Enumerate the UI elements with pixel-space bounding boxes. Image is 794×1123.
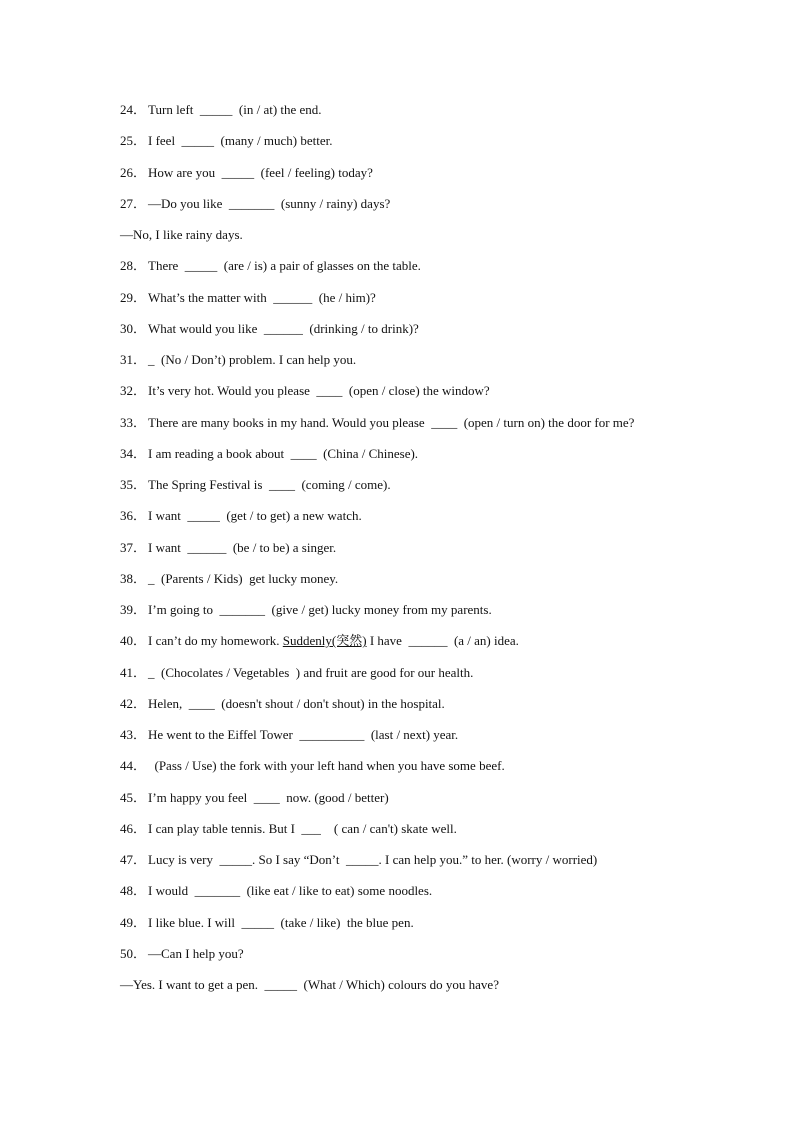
exercise-line bbox=[120, 507, 760, 524]
question-text: (Pass / Use) the fork with your left hand when you have some beef. bbox=[148, 758, 505, 774]
exercise-line bbox=[120, 132, 760, 149]
question-text: Helen, ____ (doesn't shout / don't shout) in the hospital. bbox=[148, 695, 445, 711]
question-number: 35． bbox=[120, 477, 147, 492]
question-number: 25． bbox=[120, 133, 147, 149]
question-number: 49． bbox=[120, 914, 147, 930]
exercise-line bbox=[120, 976, 760, 993]
question-number: 46． bbox=[120, 820, 147, 836]
question-text: —Yes. I want to get a pen. _____ (What / Which) colours do you have? bbox=[120, 977, 499, 992]
question-number: 31． bbox=[120, 352, 147, 367]
exercise-line bbox=[120, 632, 760, 649]
question-text: I want ______ (be / to be) a singer. bbox=[148, 539, 337, 555]
exercise-line bbox=[120, 601, 760, 618]
exercise-line bbox=[120, 101, 760, 118]
question-number: 30． bbox=[120, 320, 147, 336]
question-text-start: I can’t do my homework. bbox=[148, 633, 283, 649]
exercise-line bbox=[120, 289, 760, 306]
exercise-line bbox=[120, 882, 760, 899]
exercise-line bbox=[120, 351, 760, 368]
exercise-line bbox=[120, 226, 760, 243]
question-text: I would _______ (like eat / like to eat) some noodles. bbox=[148, 883, 433, 899]
question-number: 27． bbox=[120, 195, 147, 211]
question-number: 38． bbox=[120, 570, 147, 586]
exercise-line bbox=[120, 914, 760, 931]
exercise-line bbox=[120, 476, 760, 493]
underlined-word: Suddenly(突然) bbox=[282, 633, 367, 649]
exercise-line bbox=[120, 664, 760, 681]
question-text: —Do you like _______ (sunny / rainy) days? bbox=[148, 195, 391, 211]
question-text: _ (No / Don’t) problem. I can help you. bbox=[148, 352, 357, 367]
question-number: 36． bbox=[120, 508, 147, 524]
question-text: The Spring Festival is ____ (coming / come). bbox=[148, 477, 391, 492]
question-text: I have ______ (a / an) idea. bbox=[366, 633, 519, 649]
exercise-list bbox=[120, 101, 760, 1007]
question-number: 45． bbox=[120, 789, 147, 805]
question-text: There _____ (are / is) a pair of glasses on the table. bbox=[148, 258, 421, 274]
question-text: I feel _____ (many / much) better. bbox=[148, 133, 333, 149]
exercise-line bbox=[120, 445, 760, 462]
exercise-line bbox=[120, 789, 760, 806]
question-number: 24． bbox=[120, 102, 147, 117]
question-number: 28． bbox=[120, 258, 147, 274]
question-number: 44． bbox=[120, 758, 147, 774]
question-text: I can play table tennis. But I ___ ( can / can't) skate well. bbox=[148, 820, 457, 836]
question-text: I want _____ (get / to get) a new watch. bbox=[148, 508, 362, 524]
exercise-line bbox=[120, 320, 760, 337]
question-text: What’s the matter with ______ (he / him)? bbox=[148, 289, 376, 305]
question-text: —No, I like rainy days. bbox=[120, 227, 243, 242]
question-text: I like blue. I will _____ (take / like) the blue pen. bbox=[148, 914, 414, 930]
exercise-line bbox=[120, 757, 760, 774]
question-number: 48． bbox=[120, 883, 147, 899]
exercise-line bbox=[120, 570, 760, 587]
question-text: Turn left _____ (in / at) the end. bbox=[148, 102, 322, 117]
exercise-line bbox=[120, 382, 760, 399]
exercise-line bbox=[120, 945, 760, 962]
question-text: I am reading a book about ____ (China / Chinese). bbox=[148, 445, 419, 461]
question-number: 26． bbox=[120, 164, 147, 180]
question-text: It’s very hot. Would you please ____ (open / close) the window? bbox=[148, 383, 490, 399]
exercise-line bbox=[120, 164, 760, 181]
exercise-line bbox=[120, 820, 760, 837]
question-number: 40． bbox=[120, 633, 147, 649]
question-text: He went to the Eiffel Tower __________ (last / next) year. bbox=[148, 727, 459, 742]
exercise-line bbox=[120, 414, 760, 431]
question-number: 32． bbox=[120, 383, 147, 399]
question-text: I’m going to _______ (give / get) lucky money from my parents. bbox=[148, 602, 492, 617]
question-number: 43． bbox=[120, 727, 147, 742]
question-text: —Can I help you? bbox=[148, 945, 244, 961]
question-number: 29． bbox=[120, 289, 147, 305]
question-number: 41． bbox=[120, 664, 147, 680]
exercise-line bbox=[120, 539, 760, 556]
question-number: 47． bbox=[120, 852, 147, 867]
question-text: There are many books in my hand. Would you please ____ (open / turn on) the door for me? bbox=[148, 414, 635, 430]
question-number: 39． bbox=[120, 602, 147, 617]
exercise-line bbox=[120, 726, 760, 743]
question-number: 50． bbox=[120, 945, 147, 961]
question-number: 34． bbox=[120, 445, 147, 461]
exercise-line bbox=[120, 695, 760, 712]
question-text: _ (Parents / Kids) get lucky money. bbox=[148, 570, 339, 586]
question-text: How are you _____ (feel / feeling) today? bbox=[148, 164, 373, 180]
question-text: I’m happy you feel ____ now. (good / better) bbox=[148, 789, 389, 805]
question-text: Lucy is very _____. So I say “Don’t _____. I can help you.” to her. (worry / worried) bbox=[148, 852, 598, 867]
exercise-line bbox=[120, 195, 760, 212]
exercise-line bbox=[120, 851, 760, 868]
question-number: 42． bbox=[120, 695, 147, 711]
exercise-line bbox=[120, 257, 760, 274]
question-text: _ (Chocolates / Vegetables ) and fruit are good for our health. bbox=[148, 664, 474, 680]
question-text: What would you like ______ (drinking / to drink)? bbox=[148, 320, 419, 336]
question-number: 37． bbox=[120, 539, 147, 555]
question-number: 33． bbox=[120, 414, 147, 430]
